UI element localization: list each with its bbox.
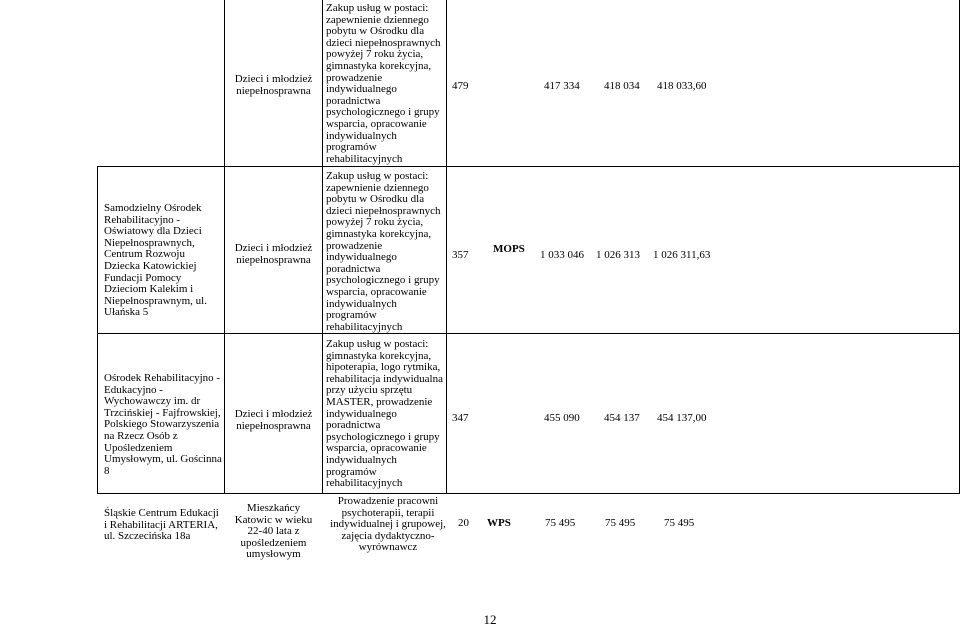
table-row-divider-2	[97, 333, 960, 334]
entity-cell: Ośrodek Rehabilitacyjno - Edukacyjno - Wychowawczy im. dr Trzcińskiej - Fajfrowskiej, Polskiego Stowarzyszenia na Rzecz Osób z Upośledzeniem Umysłowym, ul. Gościnna 8	[104, 372, 222, 477]
page-number: 12	[483, 612, 497, 627]
entity-cell: Śląskie Centrum Edukacji i Rehabilitacji ARTERIA, ul. Szczecińska 18a	[104, 507, 219, 543]
value-1-cell: 1 033 046	[540, 249, 584, 261]
scope-cell: Zakup usług w postaci: gimnastyka korekcyjna, hipoterapia, logo rytmika, rehabilitacja indywidualna przy użyciu sprzętu MASTER, prowadzenie indywidualnego poradnictwa psychologicznego i grupy wsparcia, opracowanie indywidualnych programów rehabilitacyjnych	[326, 338, 443, 490]
count-cell: 479	[452, 80, 469, 92]
scope-cell: Zakup usług w postaci: zapewnienie dziennego pobytu w Ośrodku dla dzieci niepełnosprawnych powyżej 7 roku życia, gimnastyka korekcyjna, prowadzenie indywidualnego poradnictwa psychologicznego i grupy wsparcia, opracowanie indywidualnych programów rehabilitacyjnych	[326, 2, 441, 165]
value-1-cell: 455 090	[544, 412, 580, 424]
value-3-cell: 75 495	[664, 517, 695, 529]
table-row-divider-3	[97, 493, 960, 494]
scope-cell: Prowadzenie pracowni psychoterapii, terapii indywidualnej i grupowej, zajęcia dydaktyczno-wyrównawcz	[330, 495, 446, 554]
value-1-cell: 75 495	[545, 517, 576, 529]
count-cell: 347	[452, 412, 469, 424]
count-cell: 357	[452, 249, 469, 261]
table-border-left	[97, 166, 98, 493]
value-3-cell: 1 026 311,63	[653, 249, 711, 261]
count-cell: 20	[458, 517, 469, 529]
beneficiary-cell: Mieszkańcy Katowic w wieku 22-40 lata z upośledzeniem umysłowym	[234, 502, 313, 561]
value-2-cell: 75 495	[605, 517, 636, 529]
source-cell: MOPS	[493, 243, 525, 255]
value-1-cell: 417 334	[544, 80, 580, 92]
value-3-cell: 454 137,00	[657, 412, 707, 424]
beneficiary-cell: Dzieci i młodzież niepełnosprawna	[234, 73, 313, 97]
source-cell: WPS	[487, 517, 511, 529]
table-border-col2	[322, 0, 323, 493]
value-2-cell: 418 034	[604, 80, 640, 92]
beneficiary-cell: Dzieci i młodzież niepełnosprawna	[234, 408, 313, 432]
value-2-cell: 1 026 313	[596, 249, 640, 261]
beneficiary-cell: Dzieci i młodzież niepełnosprawna	[234, 242, 313, 266]
value-2-cell: 454 137	[604, 412, 640, 424]
value-3-cell: 418 033,60	[657, 80, 707, 92]
scope-cell: Zakup usług w postaci: zapewnienie dziennego pobytu w Ośrodku dla dzieci niepełnosprawnych powyżej 7 roku życia, gimnastyka korekcyjna, prowadzenie indywidualnego poradnictwa psychologicznego i grupy wsparcia, opracowanie indywidualnych programów rehabilitacyjnych	[326, 170, 441, 333]
table-row-divider-1	[97, 166, 960, 167]
entity-cell: Samodzielny Ośrodek Rehabilitacyjno - Oświatowy dla Dzieci Niepełnosprawnych, Centrum Rozwoju Dziecka Katowickiej Fundacji Pomocy Dzieciom Kalekim i Niepełnosprawnym, ul. Ułańska 5	[104, 202, 207, 319]
table-border-col1	[224, 0, 225, 493]
